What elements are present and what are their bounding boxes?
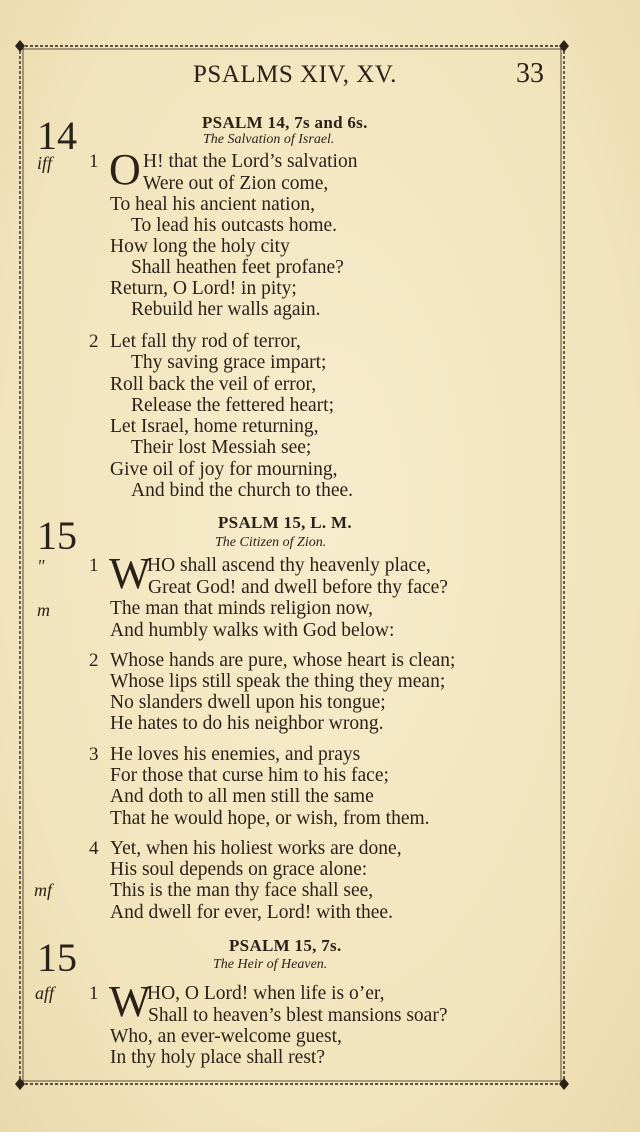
hymn-number: 14 [37, 113, 77, 158]
verse-number: 1 [89, 151, 99, 172]
verse-line: Whose hands are pure, whose heart is clean; [110, 650, 456, 671]
drop-cap: W [109, 549, 151, 598]
psalm-subtitle: The Heir of Heaven. [213, 957, 328, 972]
verse-number: 1 [89, 555, 99, 576]
verse-line: His soul depends on grace alone: [110, 859, 368, 880]
verse-line: And bind the church to thee. [131, 480, 354, 501]
dynamic-marking: aff [35, 983, 55, 1003]
verse-line: How long the holy city [110, 236, 290, 257]
verse-line: That he would hope, or wish, from them. [110, 808, 430, 829]
drop-cap: O [109, 145, 141, 194]
dynamic-marking: mf [34, 880, 52, 900]
verse-line: To lead his outcasts home. [131, 215, 338, 236]
verse-line: Thy saving grace impart; [131, 352, 327, 373]
verse-line: And humbly walks with God below: [110, 620, 395, 641]
verse-line: Release the fettered heart; [131, 395, 335, 416]
verse-number: 1 [89, 983, 99, 1004]
verse-number: 2 [89, 650, 99, 671]
verse-line: Give oil of joy for mourning, [110, 459, 338, 480]
verse-line: Rebuild her walls again. [131, 299, 321, 320]
verse-line: H! that the Lord’s salvation [143, 151, 358, 172]
verse-line: Their lost Messiah see; [131, 437, 312, 458]
verse-line: HO, O Lord! when life is o’er, [147, 983, 385, 1004]
verse-line: For those that curse him to his face; [110, 765, 389, 786]
drop-cap: W [109, 977, 151, 1026]
verse-line: In thy holy place shall rest? [110, 1047, 325, 1068]
verse-line: Roll back the veil of error, [110, 374, 317, 395]
verse-line: To heal his ancient nation, [110, 194, 315, 215]
verse-line: Whose lips still speak the thing they mean; [110, 671, 446, 692]
verse-number: 2 [89, 331, 99, 352]
dynamic-marking: " [37, 556, 45, 576]
verse-line: Return, O Lord! in pity; [110, 278, 297, 299]
verse-line: Yet, when his holiest works are done, [110, 838, 402, 859]
hymn-number: 15 [37, 513, 77, 558]
hymn-number: 15 [37, 935, 77, 980]
verse-line: And doth to all men still the same [110, 786, 374, 807]
verse-line: Great God! and dwell before thy face? [148, 577, 448, 598]
verse-line: Who, an ever-welcome guest, [110, 1026, 342, 1047]
psalm-subtitle: The Salvation of Israel. [203, 132, 335, 147]
verse-line: Shall to heaven’s blest mansions soar? [148, 1005, 448, 1026]
verse-number: 3 [89, 744, 99, 765]
verse-line: Let fall thy rod of terror, [110, 331, 301, 352]
psalm-title: PSALM 14, 7s and 6s. [202, 113, 368, 132]
dynamic-marking: m [37, 600, 50, 620]
verse-number: 4 [89, 838, 99, 859]
verse-line: HO shall ascend thy heavenly place, [147, 555, 431, 576]
running-header: PSALMS XIV, XV. [193, 61, 397, 88]
verse-line: Shall heathen feet profane? [131, 257, 344, 278]
verse-line: This is the man thy face shall see, [110, 880, 374, 901]
verse-line: He loves his enemies, and prays [110, 744, 361, 765]
verse-line: And dwell for ever, Lord! with thee. [110, 902, 393, 923]
verse-line: He hates to do his neighbor wrong. [110, 713, 384, 734]
verse-line: Let Israel, home returning, [110, 416, 319, 437]
verse-line: Were out of Zion come, [143, 173, 329, 194]
verse-line: The man that minds religion now, [110, 598, 374, 619]
psalm-subtitle: The Citizen of Zion. [215, 535, 327, 550]
dynamic-marking: iff [37, 153, 53, 173]
psalm-title: PSALM 15, 7s. [229, 936, 342, 955]
verse-line: No slanders dwell upon his tongue; [110, 692, 386, 713]
page-number: 33 [516, 58, 544, 89]
psalm-title: PSALM 15, L. M. [218, 513, 352, 532]
